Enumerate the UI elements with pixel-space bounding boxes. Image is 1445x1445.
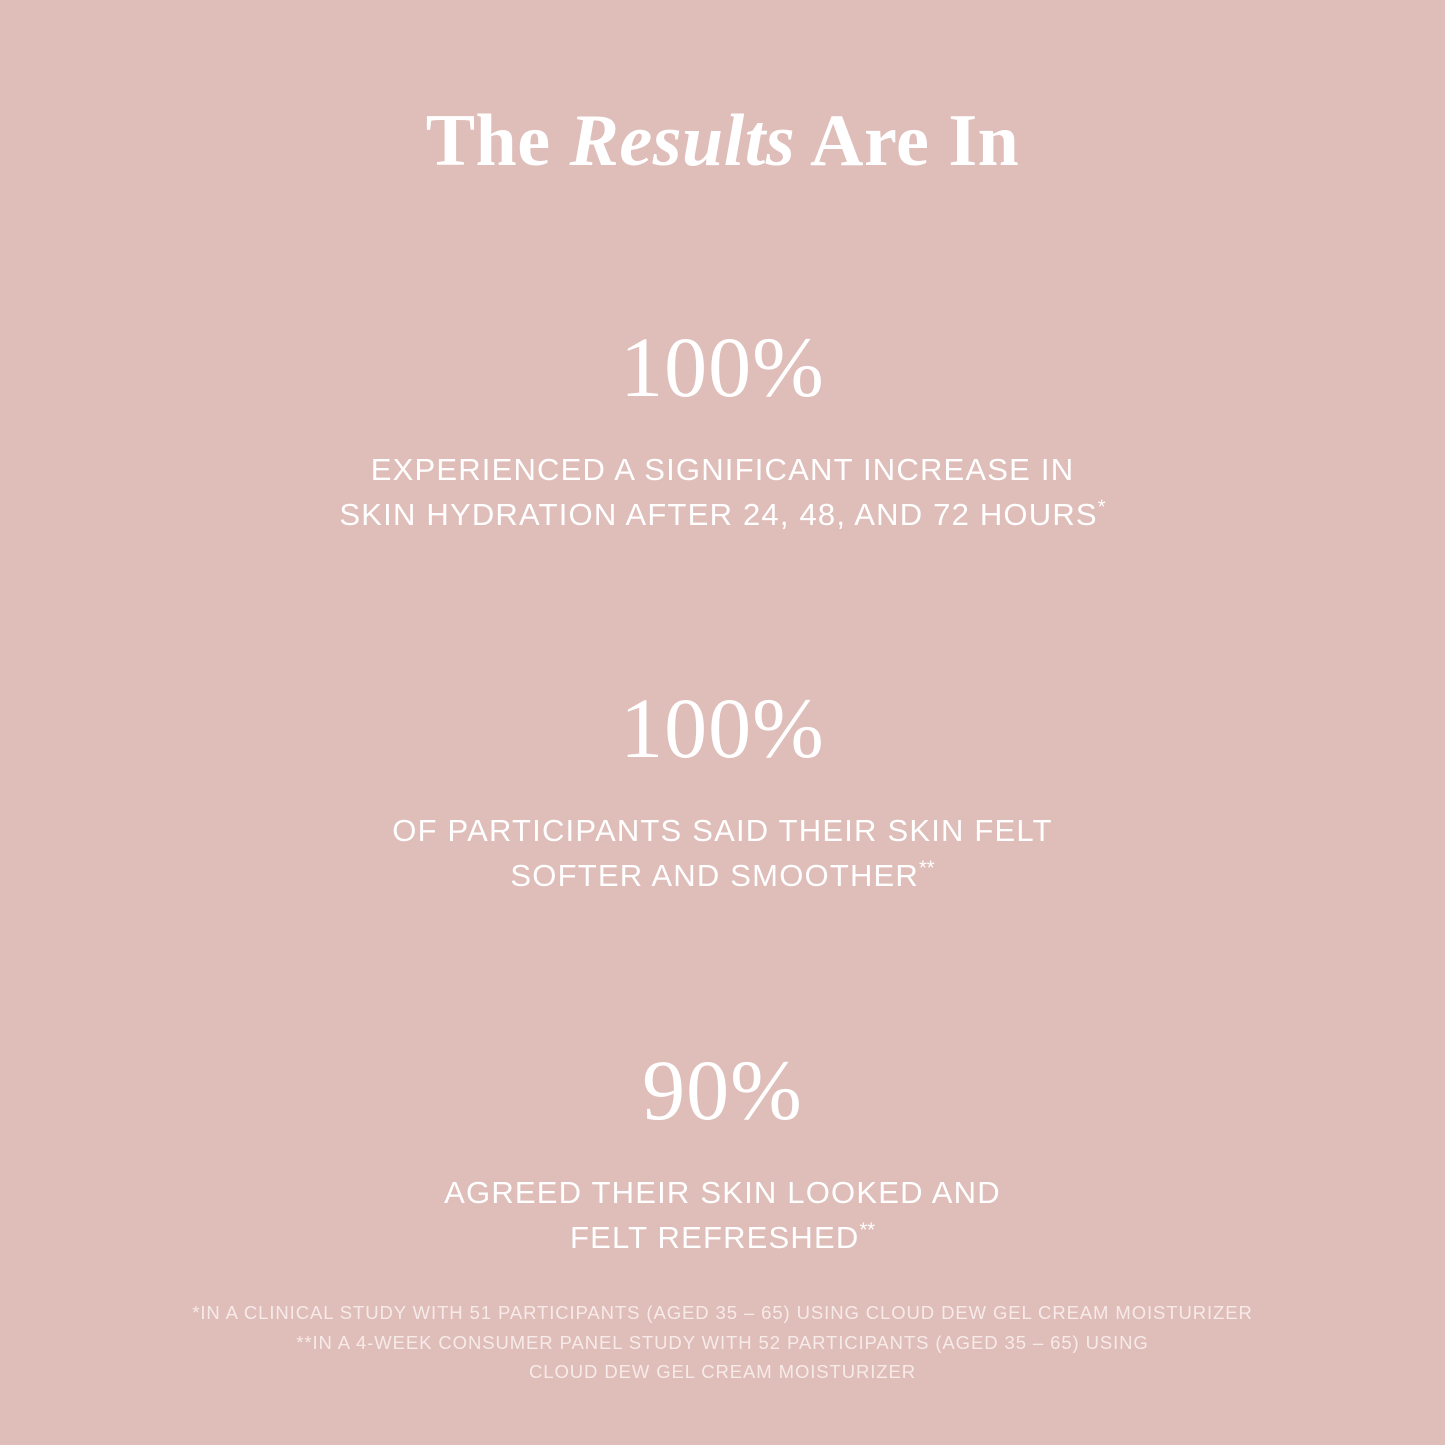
stat-description-line-1: AGREED THEIR SKIN LOOKED AND (444, 1175, 1001, 1211)
footnote-marker: ** (859, 1219, 876, 1242)
stat-description (339, 448, 1105, 538)
stat-block (0, 318, 1445, 538)
stat-value: 100% (620, 318, 825, 415)
footnote-line-1: *IN A CLINICAL STUDY WITH 51 PARTICIPANTS (AGED 35 – 65) USING CLOUD DEW GEL CREAM MOISTURIZER (192, 1302, 1253, 1324)
headline-part-2: Are In (795, 100, 1020, 182)
stat-description-line-2: SOFTER AND SMOOTHER (510, 858, 920, 894)
stat-block (0, 680, 1445, 899)
stat-list (0, 318, 1445, 1262)
stat-description (392, 809, 1052, 899)
footnote-line-3: CLOUD DEW GEL CREAM MOISTURIZER (529, 1361, 916, 1383)
page-title (425, 100, 1020, 182)
footnote-line-2: **IN A 4-WEEK CONSUMER PANEL STUDY WITH 52 PARTICIPANTS (AGED 35 – 65) USING (296, 1331, 1149, 1353)
headline-emphasis: Results (569, 100, 796, 182)
footnote-marker: * (1097, 496, 1106, 519)
stat-description-line-1: OF PARTICIPANTS SAID THEIR SKIN FELT (392, 813, 1053, 849)
footnote-marker: ** (919, 858, 935, 881)
stat-description-line-1: EXPERIENCED A SIGNIFICANT INCREASE IN (370, 451, 1075, 487)
headline-part-1: The (425, 100, 570, 182)
stat-description-line-2: FELT REFRESHED (569, 1220, 860, 1256)
footnotes (0, 1298, 1445, 1387)
stat-description-line-2: SKIN HYDRATION AFTER 24, 48, AND 72 HOURS (339, 496, 1098, 532)
stat-value: 100% (620, 680, 825, 777)
stat-value: 90% (642, 1042, 803, 1139)
stat-block (0, 1042, 1445, 1261)
stat-description (444, 1171, 1001, 1261)
